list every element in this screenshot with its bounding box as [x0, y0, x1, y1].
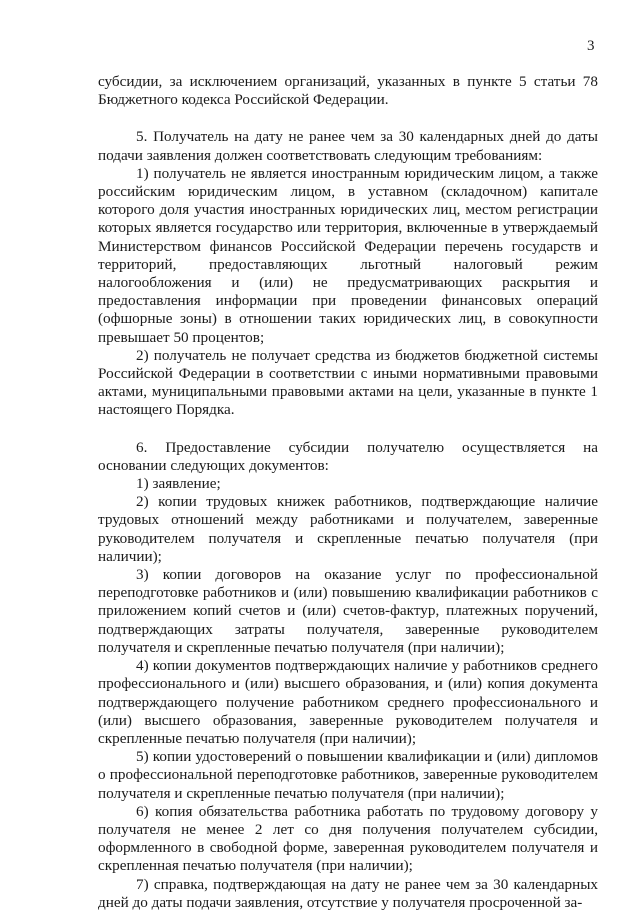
page-number: 3: [587, 38, 595, 54]
paragraph-item-6-4: 4) копии документов подтверждающих наличие у работников среднего профессионального и (или) высшего образования, и (или) копия документа подтверждающего получение работником среднего профессионального и (или) высшего образования, заверенные руководителем получателя и скрепленные печатью получателя (при наличии);: [98, 657, 598, 747]
paragraph-item-5: 5. Получатель на дату не ранее чем за 30 календарных дней до даты подачи заявления должен соответствовать следующим требованиям:: [98, 128, 598, 164]
document-body: [98, 73, 598, 912]
paragraph-item-6-2: 2) копии трудовых книжек работников, подтверждающие наличие трудовых отношений между работниками и получателем, заверенные руководителем получателя и скрепленные печатью получателя (при наличии);: [98, 493, 598, 565]
paragraph-item-6-3: 3) копии договоров на оказание услуг по профессиональной переподготовке работников и (или) повышению квалификации работников с приложением копий счетов и (или) счетов-фактур, платежных поручений, подтверждающих затраты получателя, заверенные руководителем получателя и скрепленные печатью получателя (при наличии);: [98, 566, 598, 656]
paragraph-item-5-1: 1) получатель не является иностранным юридическим лицом, а также российским юридическим лицом, в уставном (складочном) капитале которого доля участия иностранных юридических лиц, местом регистрации которых является государство или территория, включенные в утверждаемый Министерством финансов Российской Федерации перечень государств и территорий, предоставляющих льготный налоговый режим налогообложения и (или) не предусматривающих раскрытия и предоставления информации при проведении финансовых операций (офшорные зоны) в отношении таких юридических лиц, в совокупности превышает 50 процентов;: [98, 164, 598, 346]
paragraph-continuation: субсидии, за исключением организаций, указанных в пункте 5 статьи 78 Бюджетного кодекса Российской Федерации.: [98, 73, 598, 109]
paragraph-item-6-6: 6) копия обязательства работника работать по трудовому договору у получателя не менее 2 лет со дня получения получателем субсидии, оформленного в свободной форме, заверенная руководителем получателя и скрепленная печатью получателя (при наличии);: [98, 802, 598, 875]
paragraph-item-5-2: 2) получатель не получает средства из бюджетов бюджетной системы Российской Федерации в соответствии с иными нормативными правовыми актами, муниципальными правовыми актами на цели, указанные в пункте 1 настоящего Порядка.: [98, 346, 598, 419]
paragraph-item-6-1: 1) заявление;: [136, 475, 221, 493]
paragraph-item-6-7: 7) справка, подтверждающая на дату не ранее чем за 30 календарных дней до даты подачи заявления, отсутствие у получателя просроченной за-: [98, 875, 598, 911]
paragraph-item-6-5: 5) копии удостоверений о повышении квалификации и (или) дипломов о профессиональной переподготовке работников, заверенные руководителем получателя и скрепленные печатью получателя (при наличии);: [98, 748, 598, 802]
paragraph-item-6: 6. Предоставление субсидии получателю осуществляется на основании следующих документов:: [98, 438, 598, 474]
